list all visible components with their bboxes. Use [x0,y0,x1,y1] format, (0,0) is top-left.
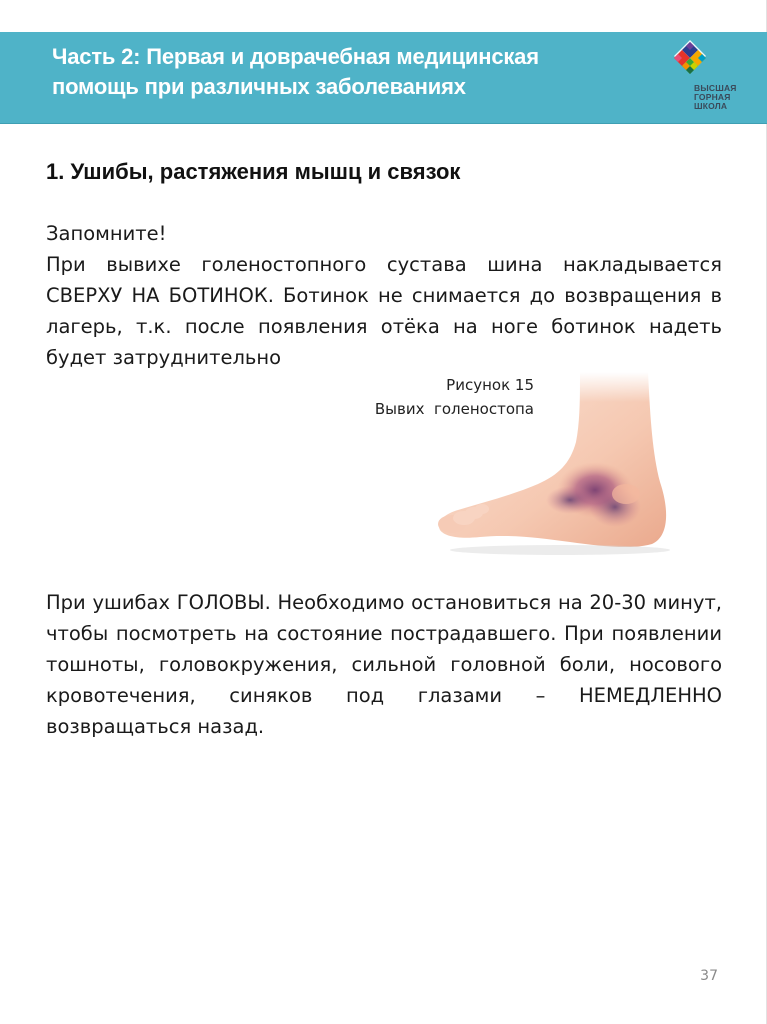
section-title: 1. Ушибы, растяжения мышц и связок [46,159,461,184]
logo-text [694,84,754,111]
header-title [52,42,632,102]
remember-note: Запомните! [46,222,167,245]
page-number: 37 [700,968,718,984]
figure-number: Рисунок 15 [446,376,534,394]
figure-title: Вывих голеностопа [374,400,534,418]
header-title-line-2: помощь при различных заболеваниях [52,74,466,99]
header-banner [0,32,767,124]
logo-text-line-2: ГОРНАЯ [694,92,731,102]
school-logo [668,38,748,118]
logo-text-line-1: ВЫСШАЯ [694,83,737,93]
head-injury-paragraph: При ушибах ГОЛОВЫ. Необходимо остановиться на 20-30 минут, чтобы посмотреть на состояние пострадавшего. При появлении тошноты, головокружения, сильной головной боли, носового кровотечения, синяков под глазами – НЕМЕДЛЕННО возвращаться назад. [46,591,722,738]
ankle-dislocation-paragraph: При вывихе голеностопного сустава шина накладывается СВЕРХУ НА БОТИНОК. Ботинок не снимается до возвращения в лагерь, т.к. после появления отёка на ноге ботинок надеть будет затруднительно [46,253,722,369]
figure-caption [375,373,534,421]
logo-text-line-3: ШКОЛА [694,101,728,111]
header-title-line-1: Часть 2: Первая и доврачебная медицинская [52,44,539,69]
